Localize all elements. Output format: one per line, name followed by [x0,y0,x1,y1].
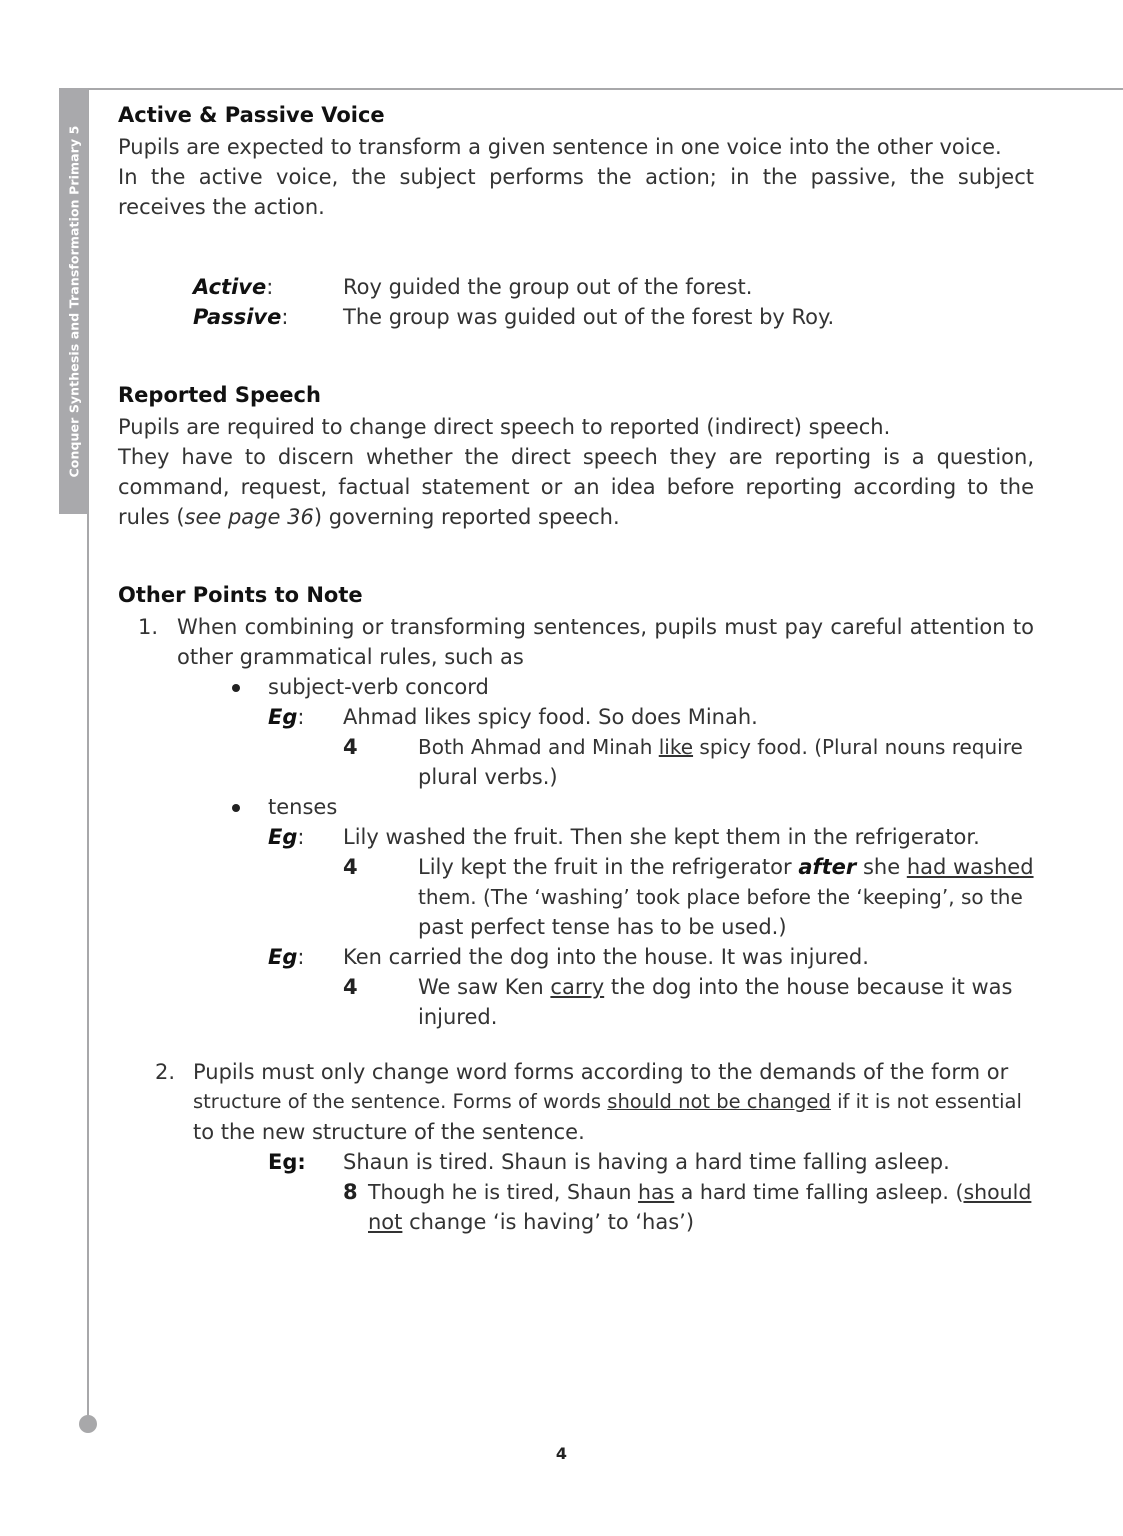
cross-icon: 8 [343,1180,358,1204]
reported-para-1: Pupils are required to change direct speech to reported (indirect) speech. [118,415,891,439]
page-reference: see page 36 [184,505,314,529]
heading-active-passive: Active & Passive Voice [118,103,385,127]
example-3: Ken carried the dog into the house. It was injured. [343,945,869,969]
example-1: Ahmad likes spicy food. So does Minah. [343,705,758,729]
answer-2-line-2: them. (The ‘washing’ took place before the ‘keeping’, so the [418,885,1023,909]
tick-icon: 4 [343,735,358,759]
item-2-number: 2. [155,1060,176,1084]
page-number: 4 [555,1444,568,1463]
heading-reported-speech: Reported Speech [118,383,321,407]
heading-other-points: Other Points to Note [118,583,363,607]
passive-example-label: Passive: [193,305,289,329]
side-tab-label: Conquer Synthesis and Transformation Primary 5 [66,125,81,477]
answer-2-line-1: Lily kept the fruit in the refrigerator after she had washed [418,855,1034,879]
active-passive-para-1: Pupils are expected to transform a given sentence in one voice into the other voice. [118,135,1002,159]
tick-icon: 4 [343,855,358,879]
item-1-number: 1. [138,615,159,639]
answer-1-line-2: plural verbs.) [418,765,558,789]
active-example-text: Roy guided the group out of the forest. [343,275,753,299]
bullet-icon [232,684,240,692]
answer-3-line-2: injured. [418,1005,498,1029]
passive-example-text: The group was guided out of the forest by Roy. [343,305,835,329]
eg-label: Eg: [268,1150,306,1174]
eg-label: Eg: [268,825,305,849]
item-1-text: When combining or transforming sentences, pupils must pay careful attention to other grammatical rules, such as [177,615,1034,669]
answer-1-line-1: Both Ahmad and Minah like spicy food. (Plural nouns require [418,735,1023,759]
bullet-2-text: tenses [268,795,338,819]
answer-4-line-2: not change ‘is having’ to ‘has’) [368,1210,695,1234]
item-2-line-3: to the new structure of the sentence. [193,1120,585,1144]
answer-2-line-3: past perfect tense has to be used.) [418,915,787,939]
eg-label: Eg: [268,945,305,969]
bullet-1-text: subject-verb concord [268,675,489,699]
item-2-line-2: structure of the sentence. Forms of words should not be changed if it is not essential [193,1090,1022,1113]
answer-4-line-1: Though he is tired, Shaun has a hard time falling asleep. (should [368,1180,1032,1204]
active-passive-para-2: In the active voice, the subject performs the action; in the passive, the subject receives the action. [118,165,1034,219]
bullet-icon [232,804,240,812]
side-tab [59,88,88,514]
frame-end-dot [79,1415,97,1433]
item-2-line-1: Pupils must only change word forms according to the demands of the form or [193,1060,1009,1084]
active-example-label: Active: [193,275,274,299]
tick-icon: 4 [343,975,358,999]
answer-3-line-1: We saw Ken carry the dog into the house because it was [418,975,1013,999]
example-2: Lily washed the fruit. Then she kept them in the refrigerator. [343,825,980,849]
eg-label: Eg: [268,705,305,729]
example-4: Shaun is tired. Shaun is having a hard time falling asleep. [343,1150,950,1174]
reported-para-2: They have to discern whether the direct speech they are reporting is a question, command, request, factual statement or an idea before reporting according to the rules (see page 36) governing reported speech. [118,445,1034,529]
page-frame-top-rule [88,88,1123,90]
